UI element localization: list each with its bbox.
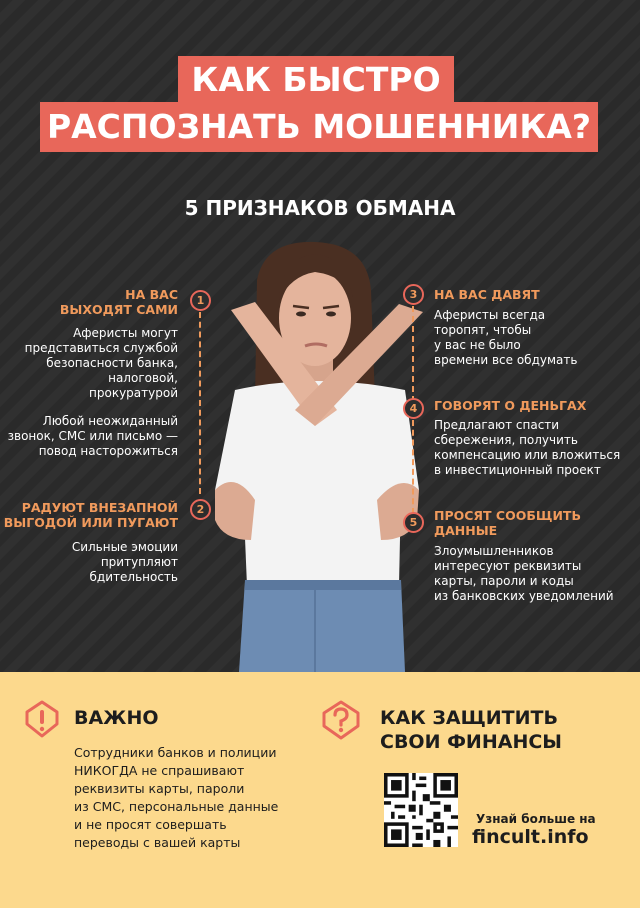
sign-number-5: 5 xyxy=(403,512,424,533)
sign-1-heading: НА ВАС ВЫХОДЯТ САМИ xyxy=(59,287,178,317)
sign-3-heading: НА ВАС ДАВЯТ xyxy=(434,287,540,302)
woman-crossed-arms-photo xyxy=(195,240,435,672)
right-connector-line-a xyxy=(412,306,414,402)
title-line-2: РАСПОЗНАТЬ МОШЕННИКА? xyxy=(40,102,598,152)
sign-1-note: Любой неожиданный звонок, СМС или письмо — повод насторожиться xyxy=(7,414,178,458)
sign-5-text: Злоумышленников интересуют реквизиты карты, пароли и коды из банковских уведомлений xyxy=(434,544,614,603)
sign-number-4: 4 xyxy=(403,398,424,419)
sign-3-text: Аферисты всегда торопят, чтобы у вас не было времени все обдумать xyxy=(434,308,578,367)
sign-number-1: 1 xyxy=(190,290,211,311)
warning-shield-icon xyxy=(24,700,60,738)
qr-code[interactable] xyxy=(384,773,458,847)
sign-1-text: Аферисты могут представиться службой безопасности банка, налоговой, прокуратурой xyxy=(24,326,178,400)
website-link[interactable]: fincult.info xyxy=(472,826,589,848)
sign-4-text: Предлагают спасти сбережения, получить компенсацию или вложиться в инвестиционный проект xyxy=(434,418,621,477)
important-heading: ВАЖНО xyxy=(74,707,159,729)
question-shield-icon xyxy=(321,700,361,740)
right-connector-line-b xyxy=(412,420,414,514)
left-connector-line xyxy=(199,312,201,494)
subtitle: 5 ПРИЗНАКОВ ОБМАНА xyxy=(184,196,456,220)
sign-5-heading: ПРОСЯТ СООБЩИТЬ ДАННЫЕ xyxy=(434,508,581,538)
sign-2-heading: РАДУЮТ ВНЕЗАПНОЙ ВЫГОДОЙ ИЛИ ПУГАЮТ xyxy=(3,500,178,530)
protect-heading: КАК ЗАЩИТИТЬ СВОИ ФИНАНСЫ xyxy=(380,707,562,753)
sign-2-text: Сильные эмоции притупляют бдительность xyxy=(71,540,178,584)
sign-number-3: 3 xyxy=(403,284,424,305)
sign-number-2: 2 xyxy=(190,499,211,520)
sign-4-heading: ГОВОРЯТ О ДЕНЬГАХ xyxy=(434,398,587,413)
learn-more-label: Узнай больше на xyxy=(476,812,596,826)
title-line-1: КАК БЫСТРО xyxy=(178,56,454,104)
important-text: Сотрудники банков и полиции НИКОГДА не спрашивают реквизиты карты, пароли из СМС, персональные данные и не просят совершать переводы с вашей карты xyxy=(74,745,279,850)
